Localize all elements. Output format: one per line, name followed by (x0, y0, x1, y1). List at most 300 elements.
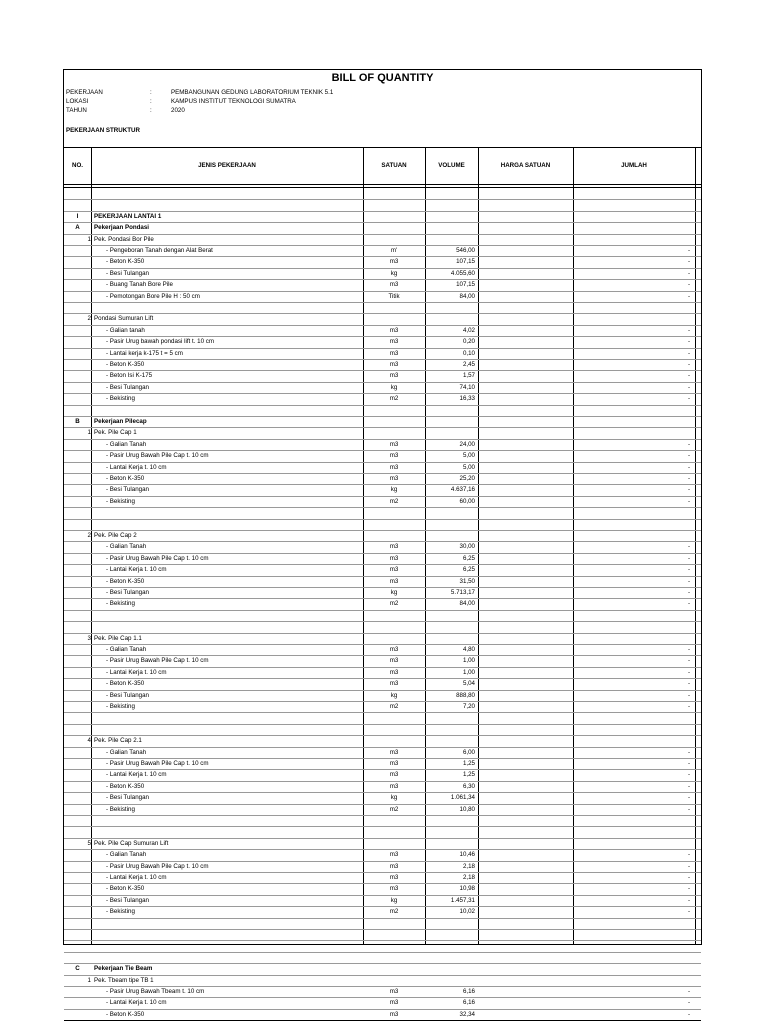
row-volume: 30,00 (459, 543, 475, 551)
row-number: 1 (87, 235, 91, 243)
row-satuan: m3 (389, 475, 399, 482)
row-description: - Lantai Kerja t. 10 cm (106, 566, 167, 574)
table-row (64, 587, 701, 598)
table-row (64, 633, 701, 644)
row-number: 5 (87, 839, 91, 847)
row-jumlah: - (687, 600, 690, 608)
row-description: Pondasi Sumuran Lift (94, 315, 154, 323)
row-satuan: m2 (389, 805, 399, 813)
row-satuan: m3 (389, 680, 399, 688)
row-jumlah: - (687, 566, 690, 574)
row-volume: 1,00 (462, 657, 475, 665)
row-satuan: m3 (389, 440, 399, 448)
row-jumlah: - (687, 361, 690, 368)
table-row (64, 815, 701, 826)
row-description: Pek. Pile Cap 2.1 (94, 737, 142, 745)
table-row (64, 997, 701, 1008)
row-jumlah: - (687, 452, 690, 460)
boq-table (64, 147, 701, 1018)
row-jumlah: - (687, 589, 690, 596)
row-volume: 1,25 (462, 771, 475, 779)
row-description: - Pasir Urug Bawah Pile Cap t. 10 cm (106, 452, 209, 460)
row-volume: 1.061,34 (450, 794, 475, 802)
row-satuan: m3 (389, 988, 399, 995)
row-description: - Beton K-350 (106, 680, 145, 688)
row-jumlah: - (687, 646, 690, 653)
row-jumlah: - (687, 292, 690, 300)
row-satuan: m3 (389, 566, 399, 574)
row-description: - Beton K-350 (106, 361, 145, 368)
row-jumlah: - (687, 247, 690, 254)
table-row (64, 895, 701, 906)
table-row (64, 655, 701, 666)
row-description: - Pemotongan Bore Pile H : 50 cm (106, 292, 200, 300)
row-number: A (75, 224, 80, 232)
meta-label: PEKERJAAN (66, 89, 103, 96)
table-row (64, 906, 701, 917)
table-row (64, 883, 701, 894)
row-description: - Lantai Kerja t. 10 cm (106, 874, 167, 881)
row-description: - Bekisting (106, 497, 135, 505)
row-description: - Pasir Urug Bawah Pile Cap t. 10 cm (106, 760, 209, 767)
row-volume: 4,02 (462, 326, 475, 334)
row-satuan: m3 (389, 326, 399, 334)
table-row (64, 473, 701, 484)
row-jumlah: - (687, 691, 690, 699)
table-row (64, 405, 701, 416)
row-satuan: kg (390, 589, 398, 596)
row-volume: 6,16 (462, 988, 475, 995)
table-row (64, 838, 701, 849)
row-jumlah: - (687, 326, 690, 334)
row-jumlah: - (687, 497, 690, 505)
meta-value: 2020 (171, 107, 185, 114)
row-jumlah: - (687, 1010, 690, 1018)
row-satuan: m3 (389, 771, 399, 779)
table-row (64, 963, 701, 974)
table-row (64, 382, 701, 393)
row-jumlah: - (687, 349, 690, 357)
row-number: 1 (87, 976, 91, 984)
header-jumlah: JUMLAH (621, 162, 647, 169)
row-satuan: m3 (389, 748, 399, 756)
row-satuan: m3 (389, 554, 399, 562)
table-row (64, 610, 701, 621)
row-satuan: m3 (389, 543, 399, 551)
row-description: - Pasir Urug Bawah Tbeam t. 10 cm (106, 988, 205, 995)
row-volume: 60,00 (459, 497, 475, 505)
section-title: PEKERJAAN STRUKTUR (66, 127, 140, 134)
row-jumlah: - (687, 680, 690, 688)
row-volume: 2,45 (462, 361, 475, 368)
row-satuan: m3 (389, 760, 399, 767)
row-satuan: m3 (389, 646, 399, 653)
row-description: - Bekisting (106, 600, 135, 608)
row-jumlah: - (687, 657, 690, 665)
row-number: 4 (87, 737, 91, 745)
row-volume: 31,50 (459, 577, 475, 585)
row-description: Pekerjaan Pilecap (94, 418, 147, 425)
row-description: - Beton Isi K-175 (106, 372, 153, 380)
table-row (64, 826, 701, 837)
row-description: - Bekisting (106, 908, 135, 916)
table-row (64, 462, 701, 473)
row-volume: 4.055,60 (450, 269, 475, 277)
row-jumlah: - (687, 988, 690, 995)
table-row (64, 199, 701, 210)
row-satuan: m3 (389, 372, 399, 380)
header-volume: VOLUME (438, 162, 465, 169)
row-volume: 16,33 (459, 395, 475, 403)
row-volume: 107,15 (456, 281, 475, 289)
table-row (64, 1009, 701, 1020)
table-row (64, 712, 701, 723)
row-description: Pek. Pondasi Bor Pile (94, 235, 154, 243)
row-description: - Lantai Kerja t. 10 cm (106, 668, 167, 676)
row-volume: 32,34 (459, 1010, 475, 1018)
table-row (64, 234, 701, 245)
table-row (64, 747, 701, 758)
row-jumlah: - (687, 395, 690, 403)
row-jumlah: - (687, 281, 690, 289)
row-jumlah: - (687, 554, 690, 562)
row-satuan: m3 (389, 463, 399, 471)
row-jumlah: - (687, 851, 690, 859)
row-satuan: m3 (389, 851, 399, 859)
row-description: - Beton K-350 (106, 258, 145, 266)
row-description: - Besi Tulangan (106, 269, 149, 277)
table-row (64, 690, 701, 701)
row-description: Pekerjaan Pondasi (94, 224, 150, 232)
table-row (64, 211, 701, 222)
row-jumlah: - (687, 896, 690, 904)
row-description: - Galian Tanah (106, 851, 147, 859)
row-description: - Beton K-350 (106, 782, 145, 790)
row-volume: 74,10 (459, 383, 475, 391)
row-description: - Besi Tulangan (106, 691, 149, 699)
table-row (64, 781, 701, 792)
table-row (64, 496, 701, 507)
document-title: BILL OF QUANTITY (331, 72, 434, 84)
row-volume: 10,02 (459, 908, 475, 916)
row-satuan: m3 (389, 258, 399, 266)
row-description: - Bekisting (106, 703, 135, 710)
header-bottom-line (64, 184, 701, 185)
row-description: Pek. Pile Cap Sumuran Lift (94, 839, 169, 847)
row-description: - Galian Tanah (106, 748, 147, 756)
row-number: 2 (87, 315, 91, 323)
row-description: - Beton K-350 (106, 577, 145, 585)
row-description: - Galian Tanah (106, 440, 147, 448)
row-jumlah: - (687, 771, 690, 779)
table-row (64, 370, 701, 381)
row-jumlah: - (687, 748, 690, 756)
row-description: - Pengeboran Tanah dengan Alat Berat (106, 247, 213, 254)
row-satuan: m' (390, 247, 398, 254)
table-row (64, 861, 701, 872)
row-satuan: m3 (389, 782, 399, 790)
table-row (64, 541, 701, 552)
table-row (64, 849, 701, 860)
row-volume: 546,00 (456, 247, 475, 254)
meta-separator: : (150, 107, 152, 114)
meta-value: KAMPUS INSTITUT TEKNOLOGI SUMATRA (171, 98, 296, 105)
row-jumlah: - (687, 475, 690, 482)
row-volume: 6,25 (462, 566, 475, 574)
row-volume: 5,00 (462, 463, 475, 471)
row-satuan: m3 (389, 874, 399, 881)
row-description: - Galian tanah (106, 326, 145, 334)
table-row (64, 735, 701, 746)
table-row (64, 359, 701, 370)
row-volume: 6,30 (462, 782, 475, 790)
row-description: - Besi Tulangan (106, 589, 149, 596)
table-row (64, 929, 701, 940)
row-volume: 84,00 (459, 292, 475, 300)
table-row (64, 758, 701, 769)
table-row (64, 439, 701, 450)
table-row (64, 621, 701, 632)
meta-tahun (64, 106, 701, 115)
table-row (64, 769, 701, 780)
table-row (64, 302, 701, 313)
row-satuan: kg (390, 269, 398, 277)
row-jumlah: - (687, 760, 690, 767)
table-row (64, 872, 701, 883)
row-satuan: m3 (389, 668, 399, 676)
row-satuan: m2 (389, 908, 399, 916)
row-number: I (76, 212, 79, 220)
row-jumlah: - (687, 269, 690, 277)
table-row (64, 975, 701, 986)
row-volume: 4,80 (462, 646, 475, 653)
row-description: - Galian Tanah (106, 646, 147, 653)
table-row (64, 918, 701, 929)
row-number: 3 (87, 634, 91, 642)
header-jenis-pekerjaan: JENIS PEKERJAAN (198, 162, 256, 169)
row-description: - Beton K-350 (106, 1010, 145, 1018)
table-row (64, 644, 701, 655)
table-row (64, 940, 701, 951)
row-satuan: m3 (389, 338, 399, 346)
table-row (64, 416, 701, 427)
row-volume: 10,46 (459, 851, 475, 859)
row-volume: 2,18 (462, 862, 475, 870)
row-description: - Beton K-350 (106, 885, 145, 893)
row-description: Pek. Pile Cap 1 (94, 429, 137, 437)
row-description: - Besi Tulangan (106, 486, 149, 494)
table-row (64, 291, 701, 302)
row-volume: 84,00 (459, 600, 475, 608)
row-jumlah: - (687, 543, 690, 551)
meta-separator: : (150, 98, 152, 105)
row-volume: 2,18 (462, 874, 475, 881)
row-jumlah: - (687, 805, 690, 813)
row-jumlah: - (687, 885, 690, 893)
row-volume: 1,25 (462, 760, 475, 767)
table-row (64, 450, 701, 461)
row-satuan: m3 (389, 657, 399, 665)
table-row (64, 530, 701, 541)
row-volume: 6,00 (462, 748, 475, 756)
table-row (64, 598, 701, 609)
row-satuan: m2 (389, 395, 399, 403)
row-satuan: m2 (389, 497, 399, 505)
row-satuan: m3 (389, 577, 399, 585)
row-satuan: Titik (388, 292, 400, 300)
row-satuan: kg (390, 383, 398, 391)
row-jumlah: - (687, 703, 690, 710)
table-row (64, 222, 701, 233)
row-jumlah: - (687, 668, 690, 676)
header-no: NO. (71, 162, 83, 169)
row-number: B (75, 418, 80, 425)
row-volume: 10,80 (459, 805, 475, 813)
row-description: - Bekisting (106, 805, 135, 813)
row-description: Pek. Pile Cap 2 (94, 532, 137, 539)
meta-lokasi (64, 97, 701, 106)
row-volume: 25,20 (459, 475, 475, 482)
table-row (64, 986, 701, 997)
row-description: - Lantai Kerja t. 10 cm (106, 463, 167, 471)
row-volume: 107,15 (456, 258, 475, 266)
row-jumlah: - (687, 999, 690, 1007)
meta-label: LOKASI (66, 98, 89, 105)
row-description: - Besi Tulangan (106, 794, 149, 802)
row-description: Pek. Pile Cap 1.1 (94, 634, 142, 642)
row-description: - Pasir Urug Bawah Pile Cap t. 10 cm (106, 657, 209, 665)
row-jumlah: - (687, 486, 690, 494)
row-volume: 888,80 (456, 691, 475, 699)
table-row (64, 348, 701, 359)
row-jumlah: - (687, 463, 690, 471)
row-satuan: m3 (389, 1010, 399, 1018)
table-row (64, 564, 701, 575)
row-satuan: m3 (389, 361, 399, 368)
row-number: 1 (87, 429, 91, 437)
row-satuan: m3 (389, 862, 399, 870)
row-jumlah: - (687, 372, 690, 380)
row-satuan: kg (390, 691, 398, 699)
row-volume: 24,00 (459, 440, 475, 448)
boq-sheet (63, 69, 702, 1018)
meta-label: TAHUN (66, 107, 87, 114)
meta-value: PEMBANGUNAN GEDUNG LABORATORIUM TEKNIK 5.1 (171, 89, 334, 96)
table-row (64, 519, 701, 530)
row-satuan: kg (390, 896, 398, 904)
row-description: - Lantai Kerja t. 10 cm (106, 771, 167, 779)
table-row (64, 804, 701, 815)
row-number: 2 (87, 532, 91, 539)
row-volume: 6,16 (462, 999, 475, 1007)
table-row (64, 268, 701, 279)
row-volume: 1.457,31 (450, 896, 475, 904)
meta-pekerjaan (64, 88, 701, 97)
row-jumlah: - (687, 782, 690, 790)
row-satuan: kg (390, 794, 398, 802)
table-row (64, 553, 701, 564)
table-row (64, 484, 701, 495)
table-row (64, 678, 701, 689)
row-volume: 5,04 (462, 680, 475, 688)
row-volume: 10,98 (459, 885, 475, 893)
table-row (64, 188, 701, 199)
row-description: - Lantai kerja k-175 t = 5 cm (106, 349, 183, 357)
row-volume: 1,00 (462, 668, 475, 676)
table-row (64, 952, 701, 963)
row-satuan: m3 (389, 999, 399, 1007)
row-number: C (75, 965, 80, 973)
row-volume: 0,10 (462, 349, 475, 357)
row-description: Pekerjaan Tie Beam (94, 965, 153, 973)
row-jumlah: - (687, 440, 690, 448)
header-satuan: SATUAN (381, 162, 407, 169)
row-description: - Pasir Urug Bawah Pile Cap t. 10 cm (106, 554, 209, 562)
row-jumlah: - (687, 577, 690, 585)
row-volume: 0,20 (462, 338, 475, 346)
row-jumlah: - (687, 908, 690, 916)
table-row (64, 427, 701, 438)
row-satuan: m3 (389, 349, 399, 357)
table-row (64, 507, 701, 518)
table-row (64, 245, 701, 256)
row-description: - Besi Tulangan (106, 896, 149, 904)
row-jumlah: - (687, 258, 690, 266)
row-jumlah: - (687, 383, 690, 391)
table-row (64, 279, 701, 290)
row-description: PEKERJAAN LANTAI 1 (94, 212, 162, 220)
row-volume: 1,57 (462, 372, 475, 380)
row-description: - Besi Tulangan (106, 383, 149, 391)
table-row (64, 792, 701, 803)
table-bottom-line (64, 1020, 701, 1021)
table-row (64, 393, 701, 404)
row-volume: 7,20 (462, 703, 475, 710)
row-satuan: m2 (389, 600, 399, 608)
row-jumlah: - (687, 794, 690, 802)
row-satuan: m3 (389, 452, 399, 460)
row-jumlah: - (687, 862, 690, 870)
row-satuan: kg (390, 486, 398, 494)
row-description: - Lantai Kerja t. 10 cm (106, 999, 167, 1007)
table-row (64, 325, 701, 336)
row-description: - Pasir Urug bawah pondasi lift t. 10 cm (106, 338, 214, 346)
row-volume: 4.637,16 (450, 486, 475, 494)
row-description: Pek. Tbeam tipe TB 1 (94, 976, 154, 984)
row-satuan: m3 (389, 281, 399, 289)
header-harga-satuan: HARGA SATUAN (500, 162, 551, 169)
row-description: - Galian Tanah (106, 543, 147, 551)
row-jumlah: - (687, 338, 690, 346)
row-description: - Buang Tanah Bore Pile (106, 281, 173, 289)
row-description: - Pasir Urug Bawah Pile Cap t. 10 cm (106, 862, 209, 870)
table-row (64, 667, 701, 678)
table-row (64, 701, 701, 712)
row-description: - Bekisting (106, 395, 135, 403)
row-satuan: m2 (389, 703, 399, 710)
table-row (64, 576, 701, 587)
row-jumlah: - (687, 874, 690, 881)
table-row (64, 313, 701, 324)
row-volume: 5,00 (462, 452, 475, 460)
table-row (64, 256, 701, 267)
row-volume: 6,25 (462, 554, 475, 562)
table-row (64, 724, 701, 735)
row-description: - Beton K-350 (106, 475, 145, 482)
table-row (64, 336, 701, 347)
row-volume: 5.713,17 (450, 589, 475, 596)
row-satuan: m3 (389, 885, 399, 893)
